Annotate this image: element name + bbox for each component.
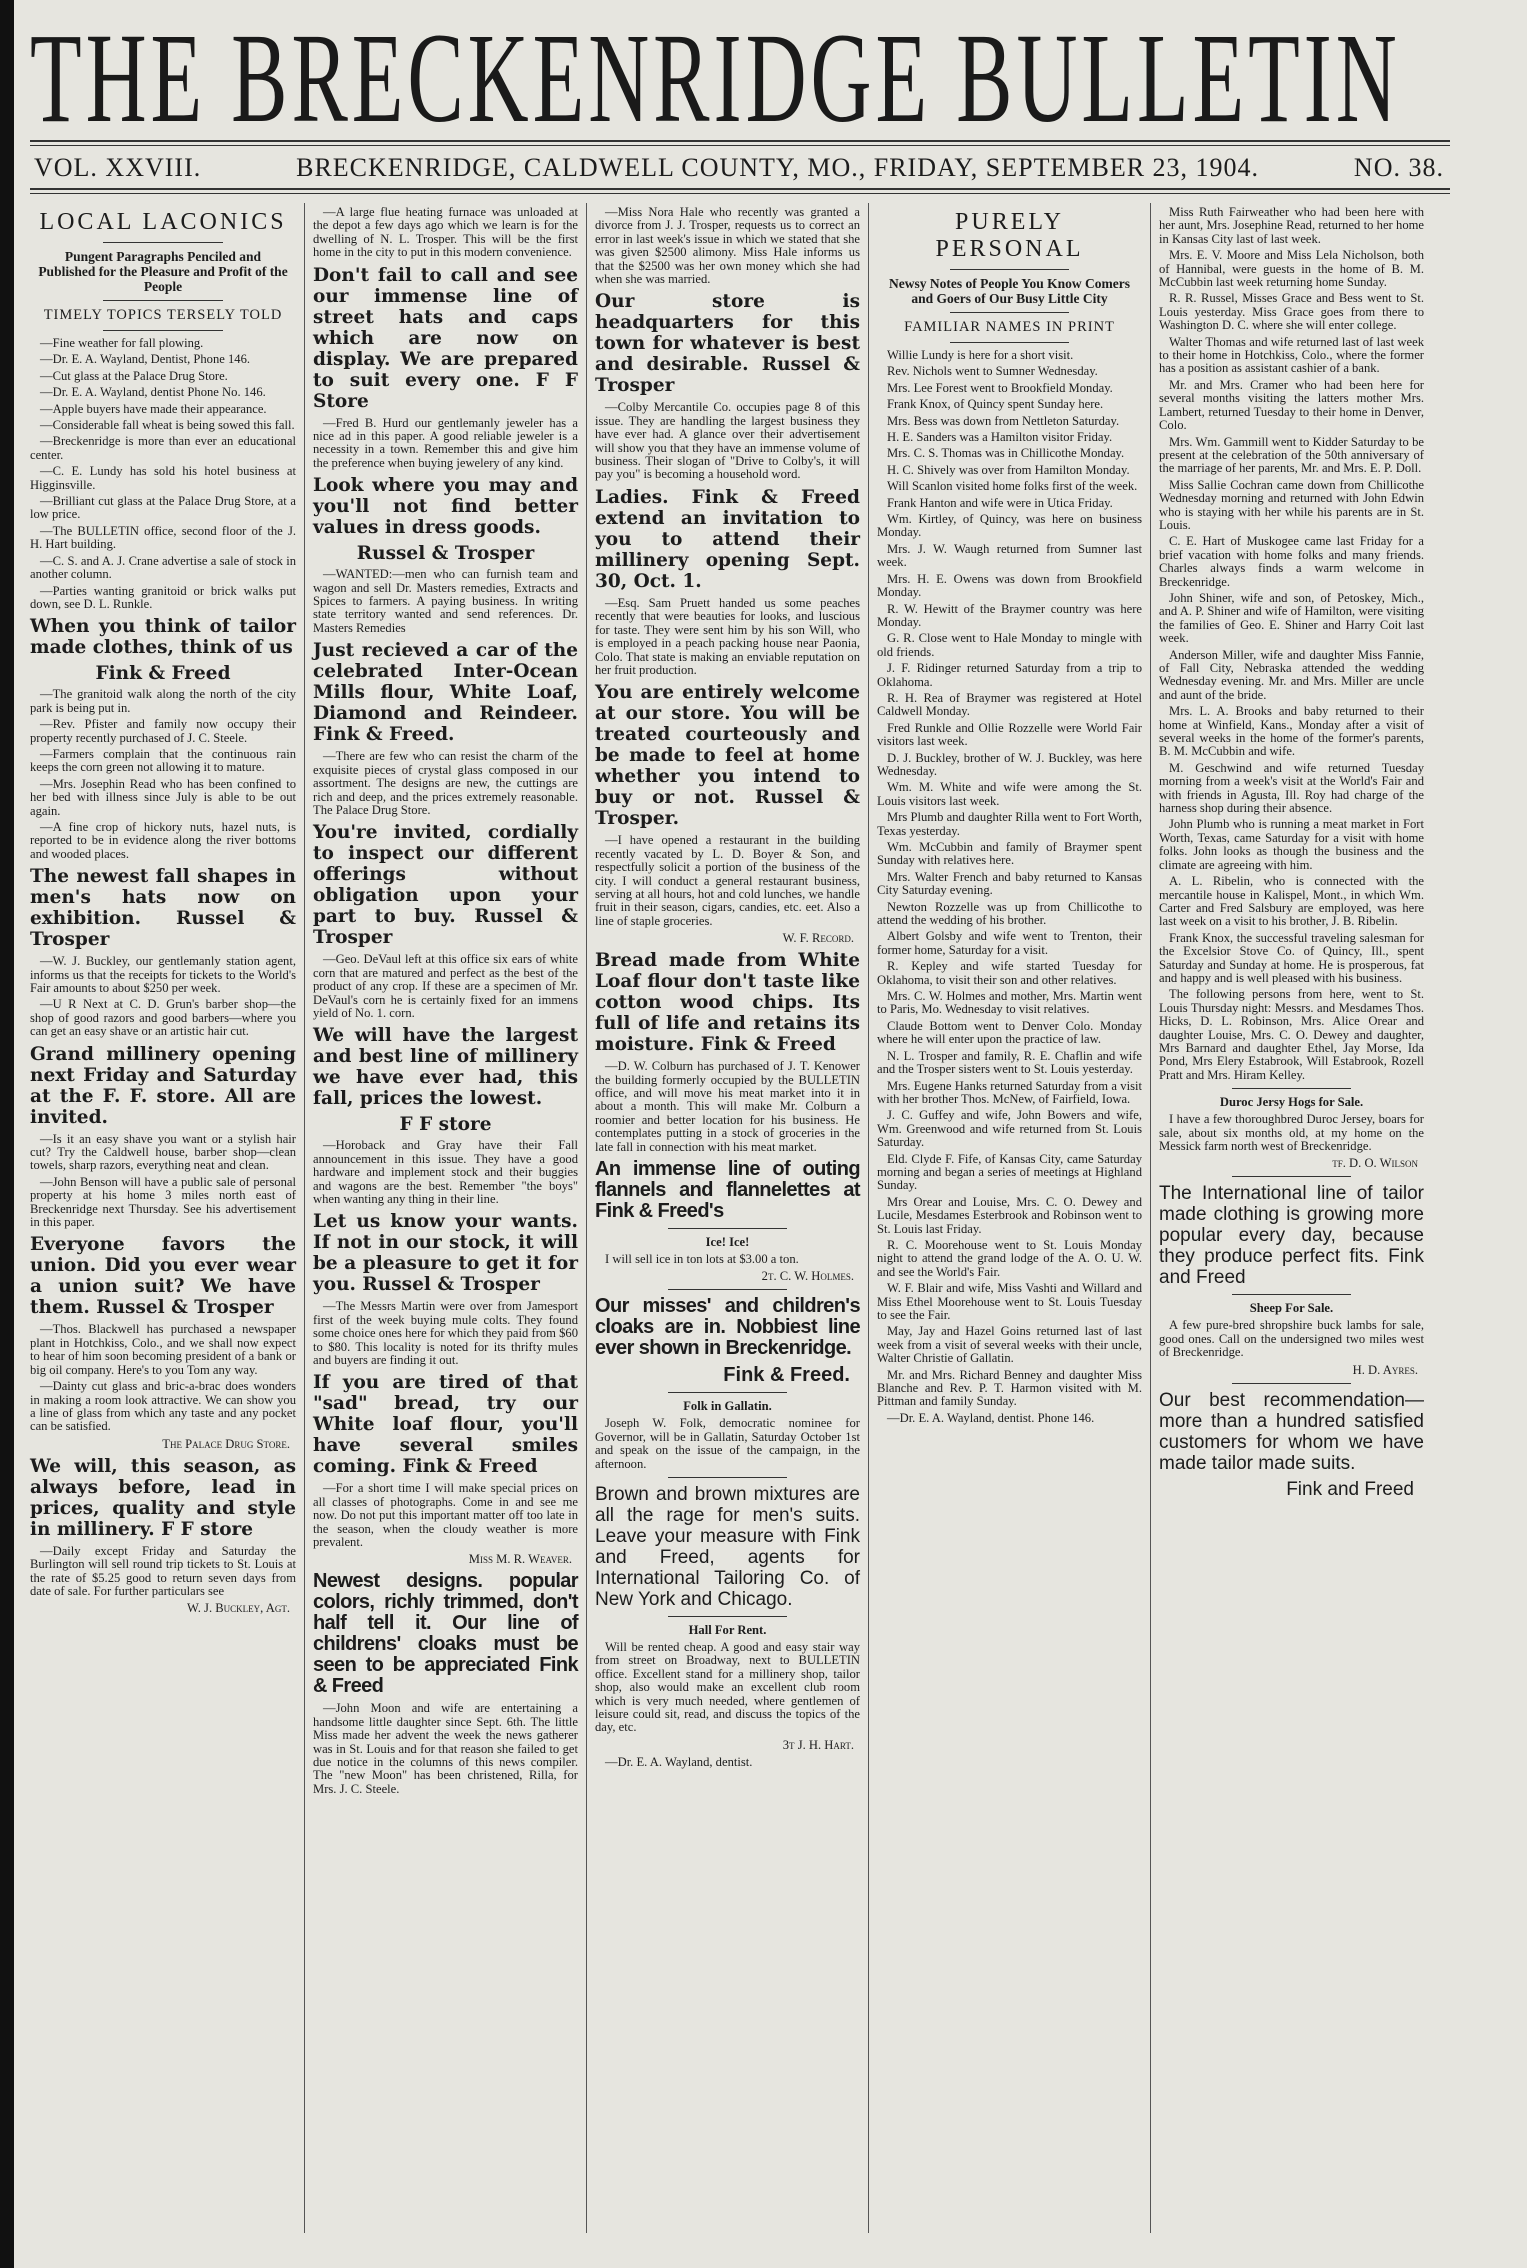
signature: W. J. Buckley, Agt. xyxy=(187,1601,290,1616)
news-item: —Mrs. Josephin Read who has been confined to her bed with illness since July is able to be out again. xyxy=(30,776,296,818)
news-item: Fred Runkle and Ollie Rozzelle were World Fair visitors last week. xyxy=(877,720,1142,749)
news-item: —The granitoid walk along the north of the city park is being put in. xyxy=(30,687,296,715)
news-item: —Fred B. Hurd our gentlemanly jeweler has a nice ad in this paper. A good reliable jeweler is a necessity in a town. Remember this and give him the preference when buying jewelery of any kind. xyxy=(313,415,578,470)
news-item: —Esq. Sam Pruett handed us some peaches recently that were beauties for looks, and luscious for taste. They were sent him by his son Will, who is employed in a peach packing house near Paonia, Colo. That state is making an enviable reputation on her fruit production. xyxy=(595,595,860,677)
news-item: Mrs. Bess was down from Nettleton Saturday. xyxy=(887,413,1120,428)
news-item: —Is it an easy shave you want or a stylish hair cut? Try the Caldwell house, barber shop—clean towels, sharp razors, everything neat and clean. xyxy=(30,1131,296,1173)
section-subheading: TIMELY TOPICS TERSELY TOLD xyxy=(43,307,283,323)
news-item: —Cut glass at the Palace Drug Store. xyxy=(40,368,228,383)
advertisement: The newest fall shapes in men's hats now on exhibition. Russel & Trosper xyxy=(30,866,296,951)
news-item: Mrs. Lee Forest went to Brookfield Monday. xyxy=(887,380,1113,395)
news-item: —Fine weather for fall plowing. xyxy=(40,336,204,350)
notice-heading: Folk in Gallatin. xyxy=(683,1399,772,1414)
advertisement: Ladies. Fink & Freed extend an invitation to you to attend their millinery opening Sept. 30, Oct. 1. xyxy=(595,486,860,592)
news-item: I will sell ice in ton lots at $3.00 a ton. xyxy=(605,1252,799,1266)
dateline xyxy=(34,153,1444,183)
divider-rule xyxy=(950,269,1069,270)
news-item: D. J. Buckley, brother of W. J. Buckley, was here Wednesday. xyxy=(877,750,1142,778)
news-item: I have a few thoroughbred Duroc Jersey, boars for sale, about six months old, at my home on the Messick farm north west of Breckenridge. xyxy=(1159,1112,1424,1153)
divider-rule xyxy=(103,330,223,331)
advertisement: Bread made from White Loaf flour don't taste like cotton wood chips. Its full of life and retains its moisture. Fink & Freed xyxy=(595,950,860,1056)
news-item: —Dr. E. A. Wayland, dentist Phone No. 146. xyxy=(40,385,266,400)
masthead-rule-top xyxy=(30,140,1450,146)
news-item: —John Moon and wife are entertaining a handsome little daughter since Sept. 6th. The little Miss made her advent the week the news gatherer was in St. Louis and for that reason she failed to get due notice in the columns of this news compiler. The "new Moon" has been christened, Rilla, for Mrs. J. C. Steele. xyxy=(313,1701,578,1796)
news-item: Wm. Kirtley, of Quincy, was here on business Monday. xyxy=(877,512,1142,540)
news-item: Anderson Miller, wife and daughter Miss Fannie, of Fall City, Nebraska attended the wedding Wednesday evening. Mr. and Mrs. Miller are uncle and aunt of the bride. xyxy=(1159,647,1424,702)
news-item: —U R Next at C. D. Grun's barber shop—the shop of good razors and good barbers—where you can get an easy shave or an artistic hair cut. xyxy=(30,997,296,1039)
news-item: —Considerable fall wheat is being sowed this fall. xyxy=(40,418,295,433)
news-item: H. E. Sanders was a Hamilton visitor Friday. xyxy=(887,430,1113,445)
volume-number: VOL. XXVIII. xyxy=(34,153,202,182)
signature: Miss M. R. Weaver. xyxy=(468,1552,572,1567)
news-item: Mrs Plumb and daughter Rilla went to Fort Worth, Texas yesterday. xyxy=(877,810,1142,838)
divider-rule xyxy=(668,1477,787,1478)
news-item: May, Jay and Hazel Goins returned last of last week from a visit of several weeks with their uncle, Walter Christie of Gallatin. xyxy=(877,1324,1142,1366)
signature: 2t. C. W. Holmes. xyxy=(761,1269,854,1284)
news-item: Walter Thomas and wife returned last of last week to their home in Hotchkiss, Colo., where the former has a position as assistant cashier of a bank. xyxy=(1159,334,1424,376)
news-item: —Dainty cut glass and bric-a-brac does wonders in making a room look attractive. We can show you a line of glass from which any taste and any pocket can be satisfied. xyxy=(30,1379,296,1434)
advertisement: Let us know your wants. If not in our stock, it will be a pleasure to get it for you. Russel & Trosper xyxy=(313,1211,578,1296)
advertisement-signature: Russel & Trosper xyxy=(356,543,535,565)
news-item: —There are few who can resist the charm of the exquisite pieces of crystal glass composed in our assortment. The designs are new, the cuttings are rich and deep, and the prices extremely reasonable. The Palace Drug Store. xyxy=(313,749,578,817)
advertisement: Newest designs. popular colors, richly trimmed, don't half tell it. Our line of childrens' cloaks must be seen to be appreciated Fink & Freed xyxy=(313,1570,578,1698)
news-item: —John Benson will have a public sale of personal property at his home 3 miles north east of Breckenridge next Thursday. See his advertisement in this paper. xyxy=(30,1174,296,1230)
news-item: Albert Golsby and wife went to Trenton, their former home, Saturday for a visit. xyxy=(877,929,1142,957)
issue-number: NO. 38. xyxy=(1353,153,1444,182)
news-item: Mrs. J. W. Waugh returned from Sumner last week. xyxy=(877,541,1142,570)
news-item: —Breckenridge is more than ever an educational center. xyxy=(30,434,296,462)
news-item: Mrs Orear and Louise, Mrs. C. O. Dewey and Lucile, Mesdames Esterbrook and Robinson went to St. Louis last Friday. xyxy=(877,1194,1142,1236)
advertisement: We will, this season, as always before, lead in prices, quality and style in millinery. F F store xyxy=(30,1455,296,1540)
advertisement-signature: Fink and Freed xyxy=(1286,1478,1414,1500)
divider-rule xyxy=(668,1289,787,1290)
divider-rule xyxy=(1232,1088,1351,1089)
news-item: A. L. Ribelin, who is connected with the mercantile house in Kalispel, Mont., in which Wm. Carter and Fred Salsbury are employed, was here last week on a visit to his brother, J. B. Ribelin. xyxy=(1159,874,1424,929)
news-item: —Thos. Blackwell has purchased a newspaper plant in Hotchkiss, Colo., and we shall now expect to hear of him soon becoming president of a bank or big oil company. Here's to you Tom any way. xyxy=(30,1322,296,1377)
signature: tf. D. O. Wilson xyxy=(1332,1156,1418,1171)
news-item: Will be rented cheap. A good and easy stair way from street on Broadway, next to BULLETIN office. Excellent stand for a millinery shop, tailor shop, also would make an excellent club room which is very much needed, where gentlemen of leisure could sit, read, and discuss the topics of the day, etc. xyxy=(595,1640,860,1735)
section-heading: PURELY PERSONAL xyxy=(935,209,1084,262)
signature: The Palace Drug Store. xyxy=(162,1436,290,1451)
divider-rule xyxy=(103,300,223,301)
advertisement: Our store is headquarters for this town for whatever is best and desirable. Russel & Trosper xyxy=(595,291,860,397)
advertisement: When you think of tailor made clothes, think of us xyxy=(30,616,296,659)
advertisement: We will have the largest and best line of millinery we have ever had, this fall, prices the lowest. xyxy=(313,1025,578,1110)
news-item: —Apple buyers have made their appearance. xyxy=(40,401,267,416)
divider-rule xyxy=(1232,1383,1351,1384)
masthead-rule-bottom xyxy=(30,188,1450,194)
news-item: —Dr. E. A. Wayland, dentist. Phone 146. xyxy=(887,1410,1095,1425)
news-item: Will Scanlon visited home folks first of the week. xyxy=(887,479,1138,494)
news-item: —Geo. DeVaul left at this office six ears of white corn that are matured and perfect as the best of the product of any crop. If these are a specimen of Mr. DeVaul's corn he is certainly fixed for an immens yield of No. 1. corn. xyxy=(313,952,578,1020)
news-item: N. L. Trosper and family, R. E. Chaflin and wife and the Trosper sisters went to St. Louis yesterday. xyxy=(877,1048,1142,1077)
divider-rule xyxy=(1232,1294,1351,1295)
news-item: Joseph W. Folk, democratic nominee for Governor, will be in Gallatin, Saturday October 1st and speak on the issue of the campaign, in the afternoon. xyxy=(595,1416,860,1471)
news-item: Frank Knox, of Quincy spent Sunday here. xyxy=(887,397,1104,412)
divider-rule xyxy=(668,1392,787,1393)
news-item: —C. E. Lundy has sold his hotel business at Higginsville. xyxy=(30,464,296,492)
advertisement: An immense line of outing flannels and flannelettes at Fink & Freed's xyxy=(595,1158,860,1222)
divider-rule xyxy=(1232,1176,1351,1177)
news-item: Claude Bottom went to Denver Colo. Monday where he will enter upon the practice of law. xyxy=(877,1018,1142,1047)
news-item: Frank Hanton and wife were in Utica Friday. xyxy=(887,495,1113,510)
news-item: A few pure-bred shropshire buck lambs for sale, good ones. Call on the undersigned two miles west of Breckenridge. xyxy=(1159,1318,1424,1360)
news-item: J. F. Ridinger returned Saturday from a trip to Oklahoma. xyxy=(877,661,1142,689)
news-item: Newton Rozzelle was up from Chillicothe to attend the wedding of his brother. xyxy=(877,899,1142,928)
news-item: Willie Lundy is here for a short visit. xyxy=(887,348,1074,362)
news-item: —The BULLETIN office, second floor of the J. H. Hart building. xyxy=(30,523,296,552)
news-item: Mrs. Walter French and baby returned to Kansas City Saturday evening. xyxy=(877,869,1142,898)
advertisement: Look where you may and you'll not find better values in dress goods. xyxy=(313,475,578,539)
signature: 3t J. H. Hart. xyxy=(782,1737,854,1752)
column-4 xyxy=(868,203,1150,2233)
news-item: Mrs. C. W. Holmes and mother, Mrs. Martin went to Paris, Mo. Wednesday to visit relatives. xyxy=(877,989,1142,1017)
column-2 xyxy=(304,203,586,2233)
news-item: Mr. and Mrs. Cramer who had been here for several months visiting the latters mother Mrs. Lambert, returned Tuesday to their home in Denver, Colo. xyxy=(1159,377,1424,433)
news-item: R. H. Rea of Braymer was registered at Hotel Caldwell Monday. xyxy=(877,690,1142,719)
news-item: John Plumb who is running a meat market in Fort Worth, Texas, came Saturday for a visit with home folks. John looks as though the business and the climate are agreeing with him. xyxy=(1159,817,1424,872)
notice-heading: Duroc Jersy Hogs for Sale. xyxy=(1219,1095,1364,1110)
advertisement: You are entirely welcome at our store. You will be treated courteously and be made to feel at home whether you intend to buy or not. Russel & Trosper. xyxy=(595,682,860,830)
advertisement: Brown and brown mixtures are all the rage for men's suits. Leave your measure with Fink and Freed, agents for International Tailoring Co. of New York and Chicago. xyxy=(595,1484,860,1611)
news-item: Mr. and Mrs. Richard Benney and daughter Miss Blanche and Rev. P. T. Harmon visited with M. Pittman and family Sunday. xyxy=(877,1367,1142,1409)
news-item: Rev. Nichols went to Sumner Wednesday. xyxy=(887,364,1098,379)
news-item: Wm. McCubbin and family of Braymer spent Sunday with relatives here. xyxy=(877,840,1142,868)
section-deck: Newsy Notes of People You Know Comers and Goers of Our Busy Little City xyxy=(889,276,1130,306)
news-item: J. C. Guffey and wife, John Bowers and wife, Wm. Greenwood and wife returned from St. Louis Saturday. xyxy=(877,1108,1142,1150)
news-item: —Brilliant cut glass at the Palace Drug Store, at a low price. xyxy=(30,494,296,522)
advertisement: Just recieved a car of the celebrated Inter-Ocean Mills flour, White Loaf, Diamond and Reindeer. Fink & Freed. xyxy=(313,640,578,746)
news-item: C. E. Hart of Muskogee came last Friday for a brief vacation with home folks and many friends. Charles always finds a warm welcome in Breckenridge. xyxy=(1159,534,1424,589)
notice-heading: Sheep For Sale. xyxy=(1249,1301,1334,1316)
signature: W. F. Record. xyxy=(782,931,854,946)
news-item: R. W. Hewitt of the Braymer country was here Monday. xyxy=(877,601,1142,629)
advertisement: The International line of tailor made clothing is growing more popular every day, because they produce perfect fits. Fink and Freed xyxy=(1159,1183,1424,1289)
column-3 xyxy=(586,203,868,2233)
newspaper-title: THE BRECKENRIDGE BULLETIN xyxy=(30,18,1401,138)
news-item: R. Kepley and wife started Tuesday for Oklahoma, to visit their son and other relatives. xyxy=(877,959,1142,987)
page-edge-shadow xyxy=(0,0,14,2268)
signature: H. D. Ayres. xyxy=(1352,1362,1418,1377)
news-item: —Miss Nora Hale who recently was granted a divorce from J. J. Trosper, requests us to correct an error in last week's issue in which we stated that she was given $2500 alimony. Miss Hale informs us that the $2500 was her own money which she had when she was married. xyxy=(595,205,860,287)
news-item: M. Geschwind and wife returned Tuesday morning from a week's visit at the World's Fair and with friends in Agusta, Ill. Roy had charge of the harness shop during their absence. xyxy=(1159,760,1424,816)
divider-rule xyxy=(950,342,1069,343)
news-item: H. C. Shively was over from Hamilton Monday. xyxy=(887,462,1130,477)
column-5 xyxy=(1150,203,1432,2233)
news-item: W. F. Blair and wife, Miss Vashti and Willard and Miss Ethel Moorehouse went to St. Louis Tuesday to see the Fair. xyxy=(877,1281,1142,1322)
masthead xyxy=(30,18,1460,138)
news-item: —A fine crop of hickory nuts, hazel nuts, is reported to be in evidence along the river bottoms and wooded places. xyxy=(30,819,296,861)
advertisement: Don't fail to call and see our immense line of street hats and caps which are now on display. We are prepared to suit every one. F F Store xyxy=(313,264,578,412)
news-item: —W. J. Buckley, our gentlemanly station agent, informs us that the receipts for tickets to the World's Fair amounts to about $250 per week. xyxy=(30,954,296,995)
divider-rule xyxy=(668,1228,787,1229)
news-item: John Shiner, wife and son, of Petoskey, Mich., and A. P. Shiner and wife of Hamilton, were visiting the families of Geo. E. Shiner and Harry Coit last week. xyxy=(1159,590,1424,646)
news-item: —I have opened a restaurant in the building recently vacated by L. D. Boyer & Son, and respectfully solicit a portion of the business of the city. I will conduct a general restaurant business, serving at all hours, hot and cold lunches, we handle fruit in their season, cigars, candies, etc. eet. Also a line of staple groceries. xyxy=(595,833,860,928)
advertisement: You're invited, cordially to inspect our different offerings without obligation upon your part to buy. Russel & Trosper xyxy=(313,822,578,949)
news-item: —Dr. E. A. Wayland, Dentist, Phone 146. xyxy=(40,352,251,367)
news-item: —Dr. E. A. Wayland, dentist. xyxy=(605,1754,753,1769)
news-item: —D. W. Colburn has purchased of J. T. Kenower the building formerly occupied by the BULLETIN office, and will move his meat market into it in about a month. This will make Mr. Colburn a roomier and better location for his business. He contemplates putting in a stock of groceries in the late fall in connection with his meat market. xyxy=(595,1059,860,1154)
news-item: —Daily except Friday and Saturday the Burlington will sell round trip tickets to St. Louis at the rate of $5.25 good to return seven days from date of sale. For further particulars see xyxy=(30,1543,296,1598)
news-item: —A large flue heating furnace was unloaded at the depot a few days ago which we learn is for the dwelling of N. L. Trosper. This will be the first home in the city to put in this modern convenience. xyxy=(313,205,578,260)
news-item: Mrs. Wm. Gammill went to Kidder Saturday to be present at the celebration of the 50th anniversary of the marriage of her parents, Mr. and Mrs. E. P. Doll. xyxy=(1159,434,1424,476)
news-item: —For a short time I will make special prices on all classes of photographs. Come in and see me now. Do not put this important matter off too late in the season, when the cloudy weather is more prevalent. xyxy=(313,1481,578,1550)
column-1 xyxy=(22,203,304,2233)
notice-heading: Ice! Ice! xyxy=(705,1235,750,1249)
news-item: —Rev. Pfister and family now occupy their property recently purchased of J. C. Steele. xyxy=(30,717,296,745)
divider-rule xyxy=(950,312,1069,313)
section-deck: Pungent Paragraphs Penciled and Published for the Pleasure and Profit of the People xyxy=(38,249,288,294)
news-item: Wm. M. White and wife were among the St. Louis visitors last week. xyxy=(877,780,1142,808)
section-subheading: FAMILIAR NAMES IN PRINT xyxy=(904,319,1115,335)
news-item: G. R. Close went to Hale Monday to mingle with old friends. xyxy=(877,631,1142,659)
divider-rule xyxy=(103,242,223,243)
advertisement: Our misses' and children's cloaks are in. Nobbiest line ever shown in Breckenridge. xyxy=(595,1295,860,1360)
news-item: —Parties wanting granitoid or brick walks put down, see D. L. Runkle. xyxy=(30,583,296,611)
news-item: —Farmers complain that the continuous rain keeps the corn green not allowing it to mature. xyxy=(30,746,296,775)
news-item: R. C. Moorehouse went to St. Louis Monday night to attend the grand lodge of the A. O. U. W. and see the World's Fair. xyxy=(877,1237,1142,1279)
news-item: Miss Sallie Cochran came down from Chillicothe Wednesday morning and returned with John Edwin who is staying with her while his parents are in St. Louis. xyxy=(1159,477,1424,532)
news-item: Mrs. E. V. Moore and Miss Lela Nicholson, both of Hannibal, were guests in the home of B. M. McCubbin last week returning home Sunday. xyxy=(1159,248,1424,290)
news-item: R. R. Russel, Misses Grace and Bess went to St. Louis yesterday. Miss Grace goes from there to Washington D. C. where she will enter college. xyxy=(1159,291,1424,333)
news-item: —WANTED:—men who can furnish team and wagon and sell Dr. Masters remedies, Extracts and Spices to farmers. A paying business. In writing state territory wanted and send references. Dr. Masters Remedies xyxy=(313,567,578,635)
divider-rule xyxy=(668,1616,787,1617)
section-heading: LOCAL LACONICS xyxy=(39,209,287,235)
advertisement: Grand millinery opening next Friday and Saturday at the F. F. store. All are invited. xyxy=(30,1043,296,1128)
place-and-date: BRECKENRIDGE, CALDWELL COUNTY, MO., FRIDAY, SEPTEMBER 23, 1904. xyxy=(296,153,1260,182)
advertisement-signature: Fink & Freed xyxy=(95,663,231,685)
advertisement: Everyone favors the union. Did you ever wear a union suit? We have them. Russel & Trosper xyxy=(30,1234,296,1319)
news-item: Miss Ruth Fairweather who had been here with her aunt, Mrs. Josephine Read, returned to her home in Kansas City last of last week. xyxy=(1159,205,1424,246)
news-item: The following persons from here, went to St. Louis Thursday night: Messrs. and Mesdames Thos. Hicks, D. L. Robinson, Mrs. Alice Orear and daughter Louise, Mrs. C. O. Dewey and daughter, Mrs Barnard and daughter Ethel, Jay Morse, Ida Pond, Mrs Elery Estabrook, Will Estabrook, Rozell Pratt and Mrs. Hiram Kelley. xyxy=(1159,987,1424,1082)
news-item: —The Messrs Martin were over from Jamesport first of the week buying mule colts. They found some choice ones here for which they paid from $60 to $80. This locality is noted for its thrifty mules and buyers are finding it out. xyxy=(313,1299,578,1367)
news-item: Mrs. Eugene Hanks returned Saturday from a visit with her brother Thos. McNew, of Fairfield, Iowa. xyxy=(877,1078,1142,1106)
news-item: Frank Knox, the successful traveling salesman for the Excelsior Stove Co. of Quincy, Ill., spent Saturday and Sunday at home. He is prosperous, fat and happy and is well pleased with his business. xyxy=(1159,930,1424,985)
news-item: —Colby Mercantile Co. occupies page 8 of this issue. They are handling the largest business they have ever had. A glance over their advertisement will show you that they have an immense volume of business. Their slogan of "Drive to Colby's, it will pay you" is becoming a household word. xyxy=(595,400,860,482)
news-item: Eld. Clyde F. Fife, of Kansas City, came Saturday morning and began a series of meetings at Highland Sunday. xyxy=(877,1151,1142,1193)
advertisement: If you are tired of that "sad" bread, try our White loaf flour, you'll have several smiles coming. Fink & Freed xyxy=(313,1372,578,1478)
news-item: Mrs. H. E. Owens was down from Brookfield Monday. xyxy=(877,571,1142,600)
advertisement-signature: Fink & Freed. xyxy=(723,1364,850,1387)
news-columns xyxy=(22,203,1432,2243)
news-item: Mrs. L. A. Brooks and baby returned to their home at Winfield, Kans., Monday after a visit of several weeks in the home of the former's parents, B. M. McCubbin and wife. xyxy=(1159,704,1424,759)
advertisement-signature: F F store xyxy=(399,1114,492,1136)
news-item: —C. S. and A. J. Crane advertise a sale of stock in another column. xyxy=(30,553,296,582)
advertisement: Our best recommendation—more than a hundred satisfied customers for whom we have made tailor made suits. xyxy=(1159,1389,1424,1474)
news-item: —Horoback and Gray have their Fall announcement in this issue. They have a good hardware and implement stock and their buggies and wagons are the best. Remember "the boys" when wanting any thing in their line. xyxy=(313,1138,578,1206)
news-item: Mrs. C. S. Thomas was in Chillicothe Monday. xyxy=(887,446,1125,461)
notice-heading: Hall For Rent. xyxy=(688,1623,767,1638)
